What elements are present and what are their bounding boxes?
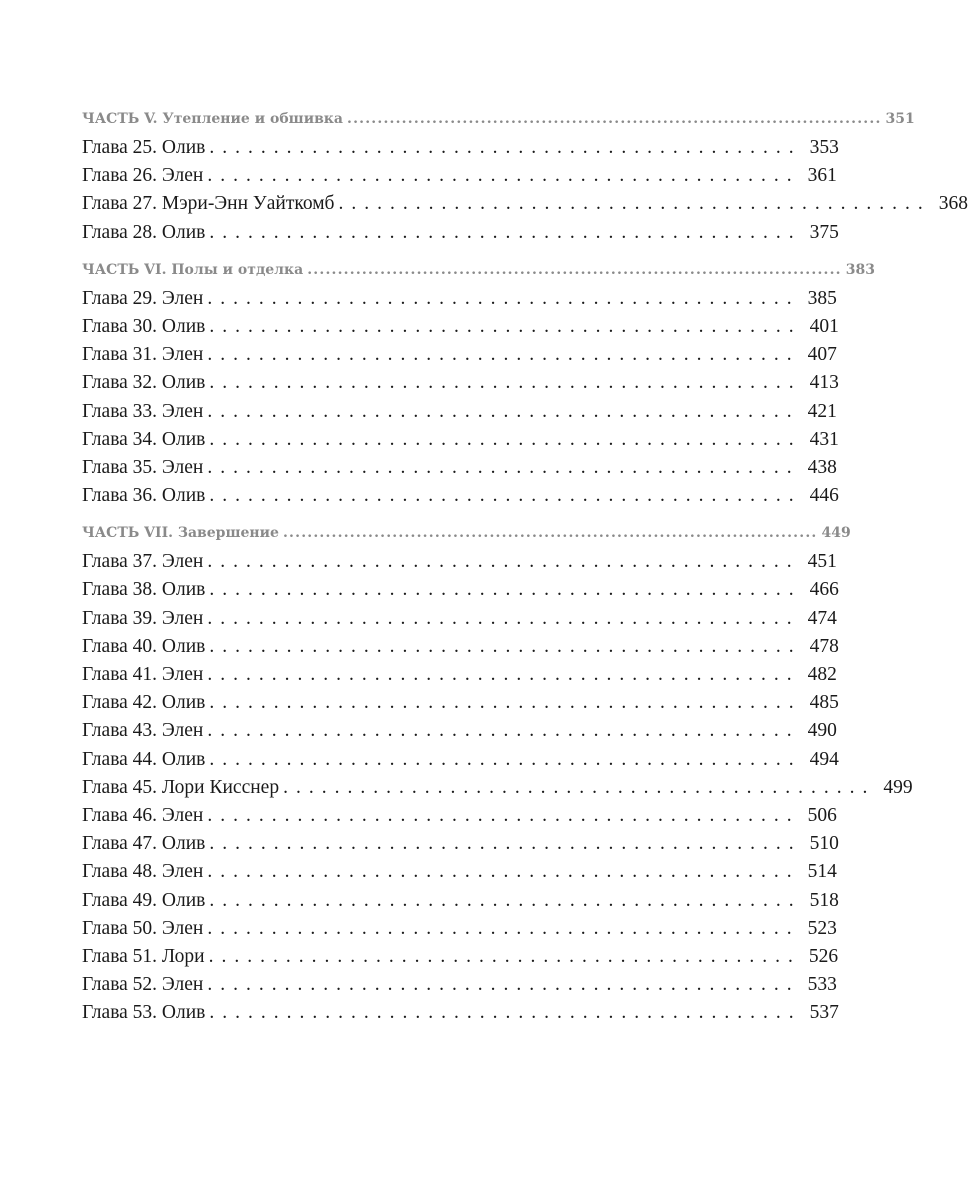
chapter-page-number: 385 xyxy=(807,287,837,309)
dot-leader: .............................................. xyxy=(209,692,802,714)
chapter-title: Глава 36. Олив xyxy=(82,485,206,507)
chapter-entry[interactable] xyxy=(82,746,839,774)
chapter-title: Глава 40. Олив xyxy=(82,635,206,657)
chapter-page-number: 368 xyxy=(938,193,968,215)
chapter-entry[interactable] xyxy=(82,633,839,661)
chapter-entry[interactable] xyxy=(82,830,839,858)
part-title: ЧАСТЬ VI. Полы и отделка xyxy=(82,261,304,278)
chapter-title: Глава 38. Олив xyxy=(82,579,206,601)
chapter-title: Глава 30. Олив xyxy=(82,315,206,337)
chapter-entry[interactable] xyxy=(82,661,837,689)
chapter-title: Глава 50. Элен xyxy=(82,917,204,939)
chapter-page-number: 401 xyxy=(809,315,839,337)
chapter-entry[interactable] xyxy=(82,134,839,162)
chapter-page-number: 506 xyxy=(807,804,837,826)
dot-leader: .............................................. xyxy=(207,551,800,573)
dot-leader: .............................................. xyxy=(207,974,800,996)
chapter-title: Глава 37. Элен xyxy=(82,551,204,573)
chapter-title: Глава 42. Олив xyxy=(82,692,206,714)
part-title: ЧАСТЬ VII. Завершение xyxy=(82,525,279,542)
part-page-number: 449 xyxy=(821,525,851,542)
chapter-title: Глава 49. Олив xyxy=(82,889,206,911)
chapter-title: Глава 35. Элен xyxy=(82,456,204,478)
chapter-page-number: 537 xyxy=(809,1002,839,1024)
chapter-entry[interactable] xyxy=(82,454,837,482)
dot-leader: .............................................. xyxy=(209,889,802,911)
chapter-page-number: 413 xyxy=(809,372,839,394)
dot-leader: .............................................. xyxy=(209,428,802,450)
chapter-page-number: 438 xyxy=(807,456,837,478)
chapter-entry[interactable] xyxy=(82,774,913,802)
chapter-title: Глава 29. Элен xyxy=(82,287,204,309)
chapter-title: Глава 41. Элен xyxy=(82,664,204,685)
chapter-page-number: 353 xyxy=(809,137,839,158)
chapter-entry[interactable] xyxy=(82,717,837,745)
chapter-title: Глава 46. Элен xyxy=(82,804,204,826)
dot-leader: .............................................. xyxy=(207,287,800,309)
dot-leader: .............................................. xyxy=(283,776,876,798)
chapter-entry[interactable] xyxy=(82,369,839,397)
chapter-title: Глава 48. Элен xyxy=(82,861,204,883)
chapter-entry[interactable] xyxy=(82,548,837,576)
dot-leader: .............................................. xyxy=(208,945,801,967)
dot-leader: .............................................. xyxy=(209,748,802,770)
dot-leader: .............................................. xyxy=(209,221,802,243)
chapter-page-number: 446 xyxy=(809,485,839,507)
chapter-entry[interactable] xyxy=(82,341,837,369)
part-title: ЧАСТЬ V. Утепление и обшивка xyxy=(82,111,343,127)
chapter-page-number: 375 xyxy=(809,221,839,243)
dot-leader: .............................................. xyxy=(209,635,802,657)
chapter-title: Глава 45. Лори Кисснер xyxy=(82,776,280,798)
dot-leader: .............................................. xyxy=(209,485,802,507)
dot-leader: .............................................. xyxy=(207,400,800,422)
chapter-title: Глава 33. Элен xyxy=(82,400,204,422)
chapter-page-number: 421 xyxy=(807,400,837,422)
dot-leader: .............................................. xyxy=(338,193,931,215)
chapter-entry[interactable] xyxy=(82,887,839,915)
chapter-title: Глава 27. Мэри-Энн Уайткомб xyxy=(82,193,335,215)
chapter-page-number: 510 xyxy=(809,833,839,855)
chapter-page-number: 478 xyxy=(809,635,839,657)
chapter-title: Глава 51. Лори xyxy=(82,945,205,967)
chapter-entry[interactable] xyxy=(82,943,839,971)
chapter-entry[interactable] xyxy=(82,858,837,886)
part-heading-v[interactable] xyxy=(82,104,915,134)
dot-leader: .............................................. xyxy=(207,720,800,742)
table-of-contents xyxy=(82,104,968,1027)
chapter-page-number: 407 xyxy=(807,344,837,366)
dot-leader: .............................................. xyxy=(209,137,802,158)
dot-leader: .............................................. xyxy=(207,456,800,478)
chapter-title: Глава 26. Элен xyxy=(82,165,204,187)
chapter-page-number: 514 xyxy=(807,861,837,883)
chapter-page-number: 526 xyxy=(808,945,839,967)
dot-leader: ........................................................................................ xyxy=(307,261,842,278)
dot-leader: .............................................. xyxy=(207,165,800,187)
chapter-entry[interactable] xyxy=(82,482,839,510)
dot-leader: .............................................. xyxy=(207,607,800,629)
chapter-entry[interactable] xyxy=(82,162,837,190)
chapter-entry[interactable] xyxy=(82,285,837,313)
chapter-title: Глава 39. Элен xyxy=(82,607,204,629)
dot-leader: .............................................. xyxy=(209,1002,802,1024)
chapter-entry[interactable] xyxy=(82,915,837,943)
dot-leader: .............................................. xyxy=(207,344,800,366)
chapter-title: Глава 25. Олив xyxy=(82,137,206,158)
chapter-entry[interactable] xyxy=(82,802,837,830)
dot-leader: .............................................. xyxy=(207,804,800,826)
chapter-entry[interactable] xyxy=(82,398,837,426)
chapter-page-number: 518 xyxy=(809,889,839,911)
chapter-title: Глава 47. Олив xyxy=(82,833,206,855)
part-heading-vi[interactable] xyxy=(82,255,875,285)
dot-leader: ........................................................................................ xyxy=(347,111,882,127)
chapter-title: Глава 53. Олив xyxy=(82,1002,206,1024)
chapter-page-number: 482 xyxy=(807,664,837,685)
chapter-title: Глава 34. Олив xyxy=(82,428,206,450)
dot-leader: .............................................. xyxy=(207,664,800,685)
chapter-page-number: 490 xyxy=(807,720,837,742)
chapter-entry[interactable] xyxy=(82,999,839,1027)
dot-leader: .............................................. xyxy=(209,579,802,601)
dot-leader: .............................................. xyxy=(209,372,802,394)
part-page-number: 351 xyxy=(885,111,915,127)
dot-leader: .............................................. xyxy=(209,315,802,337)
part-heading-vii[interactable] xyxy=(82,518,851,548)
chapter-entry[interactable] xyxy=(82,605,837,633)
chapter-title: Глава 52. Элен xyxy=(82,974,204,996)
chapter-entry[interactable] xyxy=(82,971,837,999)
chapter-title: Глава 31. Элен xyxy=(82,344,204,366)
chapter-entry[interactable] xyxy=(82,190,968,218)
chapter-entry[interactable] xyxy=(82,426,839,454)
chapter-entry[interactable] xyxy=(82,689,839,717)
dot-leader: .............................................. xyxy=(207,917,800,939)
chapter-page-number: 451 xyxy=(807,551,837,573)
chapter-entry[interactable] xyxy=(82,313,839,341)
dot-leader: .............................................. xyxy=(209,833,802,855)
chapter-page-number: 361 xyxy=(807,165,837,187)
chapter-title: Глава 28. Олив xyxy=(82,221,206,243)
chapter-title: Глава 43. Элен xyxy=(82,720,204,742)
dot-leader: ........................................................................................ xyxy=(282,525,818,542)
dot-leader: .............................................. xyxy=(207,861,800,883)
chapter-page-number: 523 xyxy=(807,917,837,939)
chapter-title: Глава 32. Олив xyxy=(82,372,206,394)
chapter-title: Глава 44. Олив xyxy=(82,748,206,770)
chapter-page-number: 466 xyxy=(809,579,839,601)
chapter-page-number: 431 xyxy=(809,428,839,450)
chapter-entry[interactable] xyxy=(82,576,839,604)
chapter-page-number: 499 xyxy=(883,776,913,798)
chapter-page-number: 533 xyxy=(807,974,837,996)
chapter-page-number: 485 xyxy=(809,692,839,714)
chapter-page-number: 474 xyxy=(807,607,837,629)
part-page-number: 383 xyxy=(845,261,875,278)
chapter-entry[interactable] xyxy=(82,219,839,247)
chapter-page-number: 494 xyxy=(809,748,839,770)
